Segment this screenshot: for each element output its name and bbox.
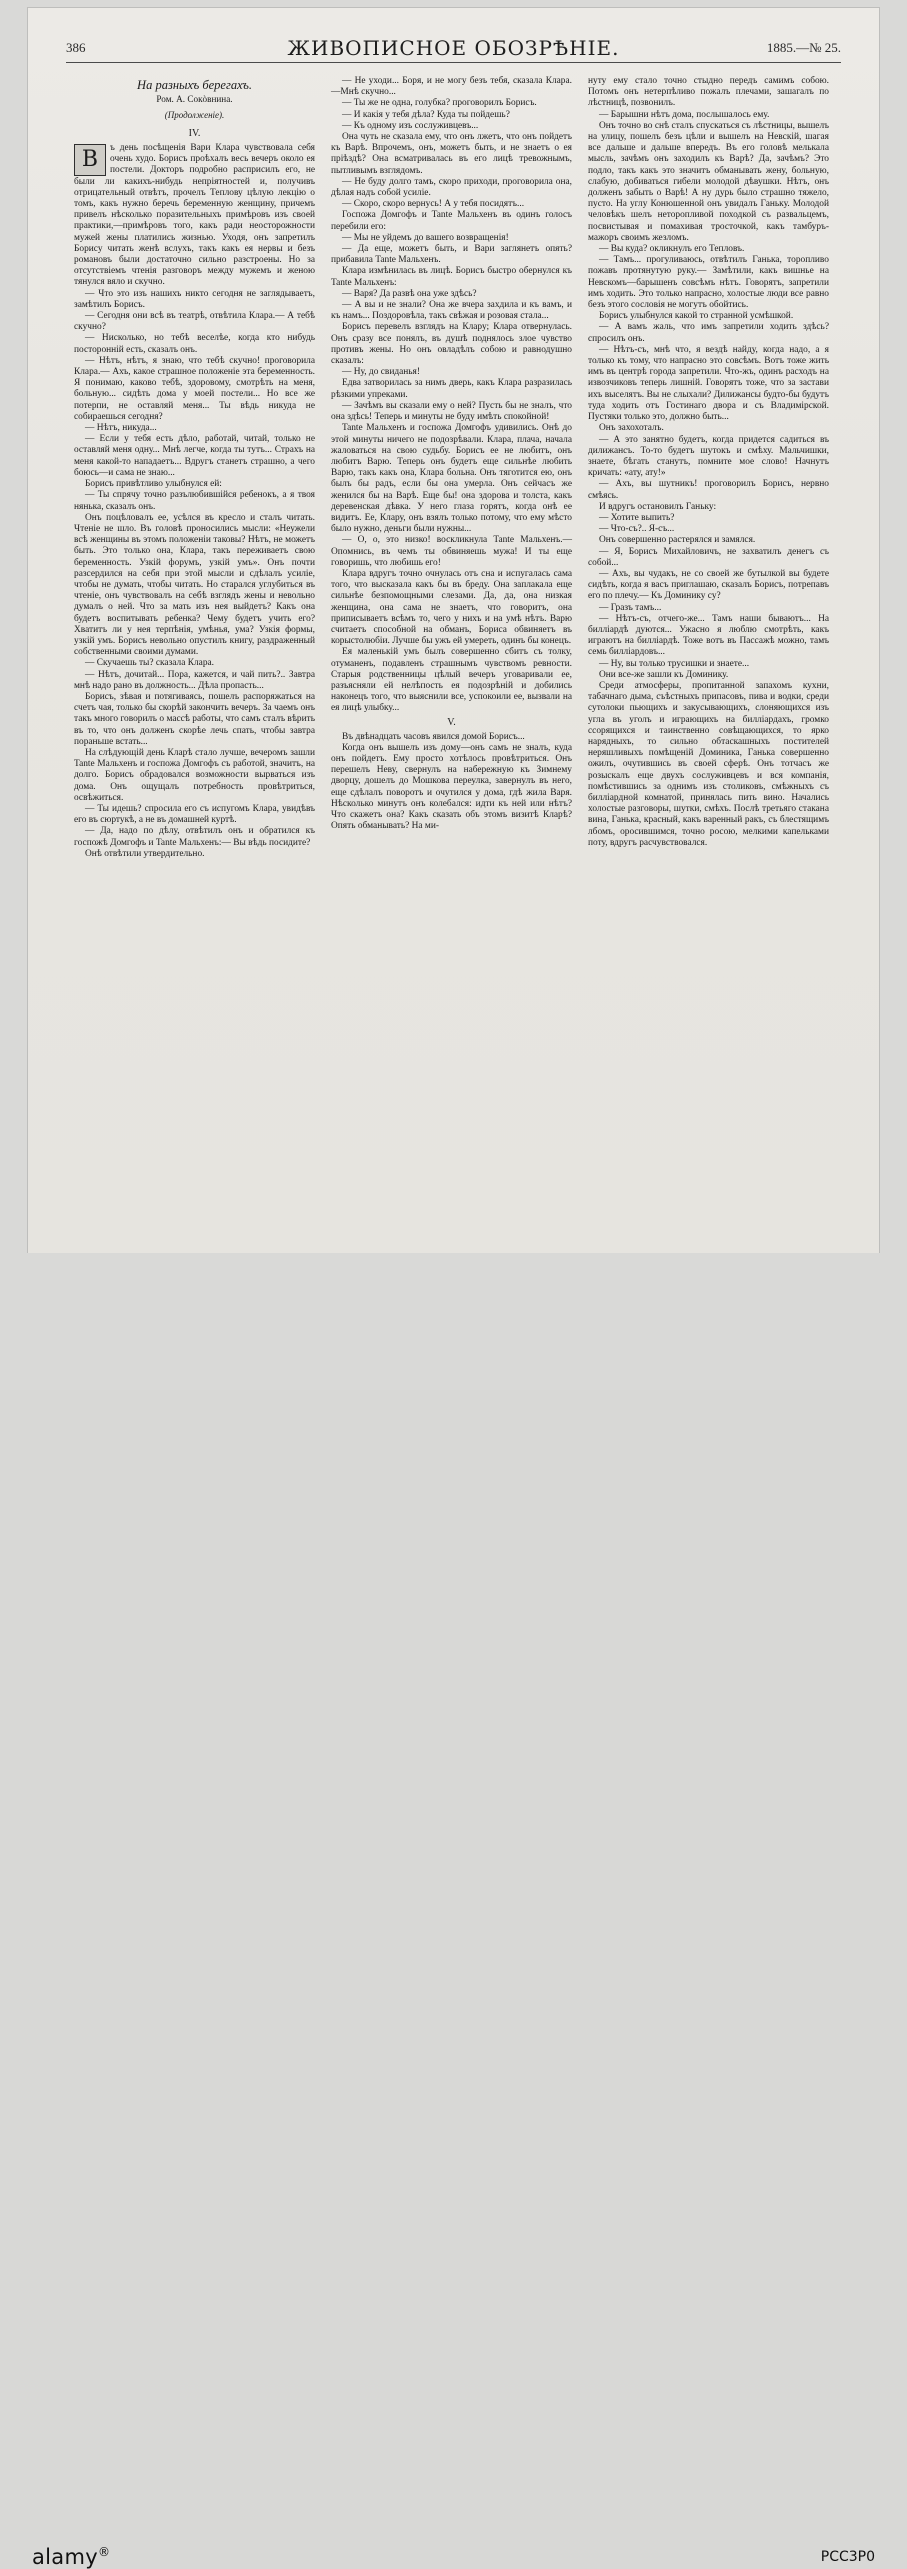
paragraph: — Нѣтъ-съ, мнѣ что, я вездѣ найду, когда надо, а я только къ тому, что напрасно это совсѣмъ. Вотъ тоже жить имъ въ центрѣ города запретили. Что-жъ, одинъ расходъ на извозчиковъ теперь лишній. Говорятъ тоже, что за застави ихъ выселятъ. Вы не слыхали? Дилижансы будто-бы будутъ туда ходить отъ Гостинаго двора и съ Владимірской. Пустяки только это, должно быть... bbox=[588, 344, 829, 423]
paragraph: Когда онъ вышелъ изъ дому—онъ самъ не зналъ, куда онъ пойдетъ. Ему просто хотѣлось провѣтриться. Онъ перешелъ Неву, свернулъ на набережную къ Зимнему дворцу, дошелъ до Мошкова переулка, завернулъ въ него, еще сдѣлалъ поворотъ и очутился у дома, гдѣ жила Варя. Нѣсколько минутъ онъ колебался: идти къ ней или нѣтъ? Что скажетъ она? Какъ сказать объ этомъ визитѣ Кларѣ? Опять обманывать? На ми- bbox=[331, 742, 572, 832]
paragraph: — Ты спрячу точно разълюбившійся ребенокъ, а я твоя нянька, сказалъ онъ. bbox=[74, 490, 315, 512]
scanned-page bbox=[28, 8, 879, 1253]
text-columns bbox=[66, 76, 841, 1206]
issue-line: 1885.—№ 25. bbox=[766, 40, 841, 55]
column-3 bbox=[580, 76, 837, 1206]
paragraph: И вдругъ остановилъ Ганьку: bbox=[599, 501, 717, 512]
watermark-bar bbox=[0, 1253, 907, 2569]
paragraph: — Хотите выпить? bbox=[599, 512, 675, 523]
page-frame bbox=[66, 36, 841, 1226]
paragraph: — Ахъ, вы чудакъ, не со своей же бутылкой вы будете сидѣть, когда я васъ приглашаю, сказалъ Борисъ, потрепавъ его по плечу.— Къ Доминику су? bbox=[588, 568, 829, 602]
paragraph: Онъ точно во снѣ сталъ спускаться съ лѣстницы, вышелъ на улицу, пошелъ безъ цѣли и вышелъ на Невскій, шагая все дальше и дальше впередъ. Въ его головѣ мелькала мысль, зачѣмъ онъ заходилъ къ Варѣ? Да, зачѣмъ? Это подло, такъ какъ это значитъ обманывать жену, больную, слабую, добиваться гибели молодой дѣвушки. Нѣтъ, онъ долженъ забыть о Варѣ! А ну дурь было страшно тяжело, пусто. На углу Конюшенной онъ увидалъ Ганьку. Молодой человѣкъ шелъ неторопливой походкой съ развальцемъ, посвистывая и помахивая тросточкой, какъ тамбуръ-мажоръ своимъ жезломъ. bbox=[588, 120, 829, 243]
paragraph: — Нѣтъ, нѣтъ, я знаю, что тебѣ скучно! проговорила Клара.— Ахъ, какое страшное положеніе эта беременность. Я понимаю, каково тебѣ, здоровому, смотрѣть на меня, больную... сидѣть дома у моей постели... Но все же потерпи, не оставляй меня... Ты вѣдь никуда не собираешься сегодня? bbox=[74, 355, 315, 422]
paragraph bbox=[74, 143, 315, 289]
continuation-note: (Продолженіе). bbox=[164, 110, 225, 120]
paragraph: — Нѣтъ, никуда... bbox=[85, 423, 157, 434]
paragraph: — Къ одному изъ сослуживцевъ... bbox=[342, 120, 479, 131]
paragraph: Борисъ перевелъ взглядъ на Клару; Клара отвернулась. Онъ сразу все понялъ, въ душѣ поднялось злое чувство противъ жены. Но онъ овладѣлъ собою и равнодушно сказалъ: bbox=[331, 322, 572, 367]
paragraph: — Да, надо по дѣлу, отвѣтилъ онъ и обратился къ госпожѣ Домгофъ и Tante Мальхенъ:— Вы вѣдь посидите? bbox=[74, 826, 315, 848]
paragraph: Tante Мальхенъ и госпожа Домгофъ удивились. Онѣ до этой минуты ничего не подозрѣвали. Клара, плача, начала жаловаться на свою судьбу. Борисъ ее не любитъ, онъ любитъ Варю. Теперь онъ будетъ еще сильнѣе любить Варю, такъ какъ она, Клара больна. Онъ тяготится ею, онъ былъ бы радъ, если бы она умерла. Онъ сейчасъ же женился бы на Варѣ. Еще бы! она здорова и толста, какъ деревенская дѣвка. У него глаза горятъ, когда онѣ ее видитъ. Ее, Клару, онъ взялъ только потому, что ему мѣсто было нужно, деньги были нужны... bbox=[331, 423, 572, 535]
paragraph-text: ъ день посѣщенія Вари Клара чувствовала себя очень худо. Борисъ проѣхалъ весь вечеръ около ея постели. Докторъ подробно расприсилъ его, не были ли какихъ-нибудь непріятностей и, получивъ отрицательный отвѣтъ, прочелъ Теплову цѣлую лекцію о томъ, какъ нужно беречь беременную женщину, причемъ привелъ нѣсколько поразительныхъ примѣровъ изъ своей практики,—примѣровъ того, какъ ради неосторожности мужей жены платились жизнью. Уходя, онъ запретилъ Борису читать женѣ вслухъ, такъ какъ ея нервы и безъ романовъ были достаточно сильно разстроены. Но за отсутствіемъ чтенія разговоръ между мужемъ и женою тянулся вяло и скучно. bbox=[74, 143, 315, 288]
paragraph: — Если у тебя есть дѣло, работай, читай, только не оставляй меня одну... Мнѣ легче, когда ты тутъ... Страхъ на меня какой-то нападаетъ... Вдругъ станетъ страшно, а чего боюсь—и сама не знаю... bbox=[74, 434, 315, 478]
paragraph: Клара вдругъ точно очнулась отъ сна и испугалась сама того, что высказала какъ бы въ бреду. Она заплакала еще сильнѣе безпомощными слезами. Да, да, она низкая женщина, она сама не знаетъ, что говоритъ, она приписываетъ всѣмъ то, чего у нихъ и на умѣ нѣтъ. Варю считаетъ способной на обманъ, Бориса обвиняетъ въ корыстолюбіи. Лучше бы ужъ ей умереть, одинъ бы конецъ. bbox=[331, 568, 572, 647]
paragraph: Среди атмосферы, пропитанной запахомъ кухни, табачнаго дыма, съѣстныхъ припасовъ, пива и водки, среди сутолоки пьющихъ и закусывающихъ, слоняющихся изъ угла въ уголъ и играющихъ на билліардахъ, громко ссорящихся и таинственно совѣщающихся, то ярко нарядныхъ, то сильно обтаскашныхъ постителей неряшливыхъ помѣщеній Доминика, Ганька совершенно ожилъ, очутившись въ своей сферѣ. Онъ тотчасъ же розыскалъ еще двухъ сослуживцевъ и вся компанія, помѣстившись за однимъ изъ столиковъ, смѣжныхъ съ билліардной комнатой, принялась пить вино. Начались холостые разговоры, шутки, смѣхъ. Послѣ третьяго стакана вина, Ганька, красный, какъ варенный ракъ, съ блестящимъ лбомъ, оросившимся, точно росою, мелкими капельками поту, вдругъ расчувствовался. bbox=[588, 680, 829, 848]
paragraph: — Варя? Да развѣ она уже здѣсь? bbox=[342, 288, 477, 299]
paragraph: — Вы куда? окликнулъ его Тепловъ. bbox=[599, 244, 745, 255]
paragraph: — Ты идешь? спросила его съ испугомъ Клара, увидѣвъ его въ сюртукѣ, а не въ домашней куртѣ. bbox=[74, 803, 315, 826]
alamy-wordmark: alamy bbox=[32, 2545, 98, 2569]
paragraph: Онъ захохоталъ. bbox=[599, 423, 664, 434]
paragraph: — Что-съ?.. Я-съ... bbox=[599, 524, 675, 535]
paragraph: — Скучаешь ты? сказала Клара. bbox=[85, 658, 215, 669]
paragraph: Она чуть не сказала ему, что онъ лжетъ, что онъ пойдетъ къ Варѣ. Впрочемъ, онъ, можетъ быть, и не знаетъ о ея пріѣздѣ? Она всматривалась въ его лицѣ тревожнымъ, пытливымъ взглядомъ. bbox=[331, 132, 572, 176]
paragraph: Госпожа Домгофъ и Tante Мальхенъ въ одинъ голосъ перебили его: bbox=[331, 210, 572, 232]
paragraph: Онъ совершенно растерялся и замялся. bbox=[599, 535, 756, 546]
paragraph: На слѣдующій день Кларѣ стало лучше, вечеромъ зашли Tante Мальхенъ и госпожа Домгофъ съ работой, значитъ, на долго. Борисъ обрадовался возможности вырваться изъ дома. Онъ ощущалъ потребность провѣтриться, освѣжиться. bbox=[74, 747, 315, 803]
paragraph: — А это занятно будетъ, когда придется садиться въ дилижансъ. То-то будетъ шутокъ и смѣху. Мальчишки, знаете, бѣгать станутъ, помните мое слово! Начнутъ кричать: «ату, ату!» bbox=[588, 434, 829, 479]
paragraph: — Не уходи... Боря, и не могу безъ тебя, сказала Клара.—Мнѣ скучно... bbox=[331, 76, 572, 98]
paragraph: Борисъ, зѣвая и потягиваясь, пошелъ распоряжаться на счетъ чая, только бы скорѣй закончить вечеръ. За чаемъ онъ такъ много говорилъ о массѣ работы, что самъ сталъ вѣрить въ то, что онъ долженъ скорѣе лечь спать, чтобы завтра пораньше встать... bbox=[74, 691, 315, 747]
paragraph: — Сегодня они всѣ въ театрѣ, отвѣтила Клара.— А тебѣ скучно? bbox=[74, 311, 315, 333]
paragraph: Ея маленькій умъ былъ совершенно сбитъ съ толку, отуманенъ, подавленъ страшнымъ чувствомъ ревности. Старыя родственницы цѣлый вечеръ уговаривали ее, разъясняли ей нелѣпость ея подозрѣній и добились наконецъ того, что выяснили все, успокоили ее, вызвали на ея лицѣ улыбку... bbox=[331, 647, 572, 714]
article-byline: Ром. А. Сокòвнина. bbox=[156, 94, 233, 104]
paragraph: Онѣ отвѣтили утвердительно. bbox=[85, 848, 205, 859]
paragraph: — Гразъ тамъ... bbox=[599, 602, 662, 613]
paragraph: — Ну, до свиданья! bbox=[342, 367, 420, 378]
registered-mark-icon: ® bbox=[97, 2545, 111, 2559]
paragraph: — Зачѣмъ вы сказали ему о ней? Пусть бы не зналъ, что она здѣсь! Теперь и минуты не буду имѣть спокойной! bbox=[331, 400, 572, 423]
section-number-v: V. bbox=[447, 716, 456, 728]
masthead-title: ЖИВОПИСНОЕ ОБОЗРѢНІЕ. bbox=[287, 36, 620, 60]
section-number-iv: IV. bbox=[188, 128, 201, 139]
paragraph: — И какія у тебя дѣла? Куда ты пойдешь? bbox=[342, 109, 510, 120]
paragraph: Борисъ улыбнулся какой то странной усмѣшкой. bbox=[599, 311, 794, 322]
paragraph: Клара измѣнилась въ лицѣ. Борисъ быстро обернулся къ Tante Мальхенъ: bbox=[331, 266, 572, 288]
paragraph: — Я, Борисъ Михайловичъ, не захватилъ денегъ съ собой... bbox=[588, 546, 829, 568]
page-header bbox=[66, 36, 841, 66]
masthead bbox=[66, 36, 841, 60]
paragraph: — Что это изъ нашихъ никто сегодня не заглядываетъ, замѣтилъ Борисъ. bbox=[74, 288, 315, 310]
paragraph: Едва затворилась за нимъ дверь, какъ Клара разразилась рѣзкими упреками. bbox=[331, 378, 572, 400]
drop-cap: В bbox=[74, 144, 106, 176]
paragraph: — Нисколько, но тебѣ веселѣе, когда кто нибудь посторонній есть, сказалъ онъ. bbox=[74, 333, 315, 355]
alamy-logo bbox=[32, 2545, 110, 2569]
paragraph: Они все-же зашли къ Доминику. bbox=[599, 669, 729, 680]
paragraph: — Барышни нѣтъ дома, послышалось ему. bbox=[599, 109, 770, 120]
column-2 bbox=[323, 76, 580, 1206]
paragraph: — А вамъ жаль, что имъ запретили ходить здѣсь? спросилъ онъ. bbox=[588, 322, 829, 344]
paragraph: Борисъ привѣтливо улыбнулся ей: bbox=[85, 479, 222, 490]
paragraph: Въ двѣнадцать часовъ явился домой Борисъ... bbox=[342, 731, 525, 742]
paragraph: нуту ему стало точно стыдно передъ самимъ собою. Потомъ онъ нетерпѣливо пожалъ плечами, зашагалъ по лѣстницѣ, позвонилъ. bbox=[588, 76, 829, 109]
paragraph: — Нѣтъ-съ, отчего-же... Тамъ наши бываютъ... На билліардѣ дуются... Ужасно я люблю смотрѣть, какъ играютъ на билліардѣ. Тоже вотъ въ Пассажѣ можно, тамъ семь билліардовъ... bbox=[588, 613, 829, 658]
column-1 bbox=[66, 76, 323, 1206]
paragraph: — Ты же не одна, голубка? проговорилъ Борисъ. bbox=[342, 98, 537, 109]
paragraph: — Не буду долго тамъ, скоро приходи, проговорила она, дѣлая надъ собой усиліе. bbox=[331, 176, 572, 199]
paragraph: — Скоро, скоро вернусь! А у тебя посидятъ... bbox=[342, 199, 525, 210]
paragraph: — О, о, это низко! воскликнула Tante Мальхенъ.—Опомнись, въ чемъ ты обвиняешь мужа! И ты еще говоришь, что любишь его! bbox=[331, 535, 572, 568]
paragraph: Онъ поцѣловалъ ее, усѣлся въ кресло и сталъ читать. Чтеніе не шло. Въ головѣ проносились мысли: «Неужели всѣ женщины въ этомъ положеніи таковы? Нѣтъ, не можетъ быть. Это только она, Клара, такъ переживаетъ свою беременность. Узкій форумъ, узкій умъ». Онъ почти разсердился на себя при этой мысли и сдѣлалъ усиліе, чтобы не думать, чтобы читать. Но старался углубиться въ чтеніе, онъ чувствовалъ на себѣ взглядъ жены и невольно думалъ о ней. Что за мать изъ нея выйдетъ? Какъ она будетъ воспитывать ребенка? Чему будетъ учить его? Хватитъ ли у нея терпѣнія, умѣнья, ума? Узкія формы, узкій умъ. Борисъ невольно опустилъ книгу, раздраженный собственными своими думами. bbox=[74, 512, 315, 658]
paragraph: — Да еще, можетъ быть, и Вари заглянетъ опять? прибавила Tante Мальхенъ. bbox=[331, 244, 572, 266]
image-code: PCC3P0 bbox=[820, 2549, 875, 2565]
header-rule bbox=[66, 62, 841, 63]
paragraph: — Ахъ, вы шутникъ! проговорилъ Борисъ, нервно смѣясь. bbox=[588, 479, 829, 501]
page-folio: 386 bbox=[66, 40, 86, 55]
paragraph: — Ну, вы только трусишки и знаете... bbox=[599, 658, 750, 669]
paragraph: — Мы не уйдемъ до вашего возвращенія! bbox=[342, 232, 509, 243]
article-title: На разныхъ берегахъ. bbox=[137, 78, 252, 92]
paragraph: — А вы и не знали? Она же вчера захдила и къ вамъ, и къ намъ... Поздоровѣла, такъ свѣжая и розовая стала... bbox=[331, 300, 572, 322]
paragraph: — Нѣтъ, дочитай... Пора, кажется, и чай пить?.. Завтра мнѣ надо рано въ должность... Дѣла пропасть... bbox=[74, 669, 315, 691]
paragraph: — Тамъ... прогуливаюсь, отвѣтилъ Ганька, торопливо пожавъ протянутую руку.— Замѣтили, какъ вишнье на Невскомъ—барышенъ совсѣмъ нѣтъ. Говорятъ, запретили имъ ходить. Это только напрасно, холостые люди все равно безъ этого сословія не могутъ обойтись. bbox=[588, 255, 829, 311]
